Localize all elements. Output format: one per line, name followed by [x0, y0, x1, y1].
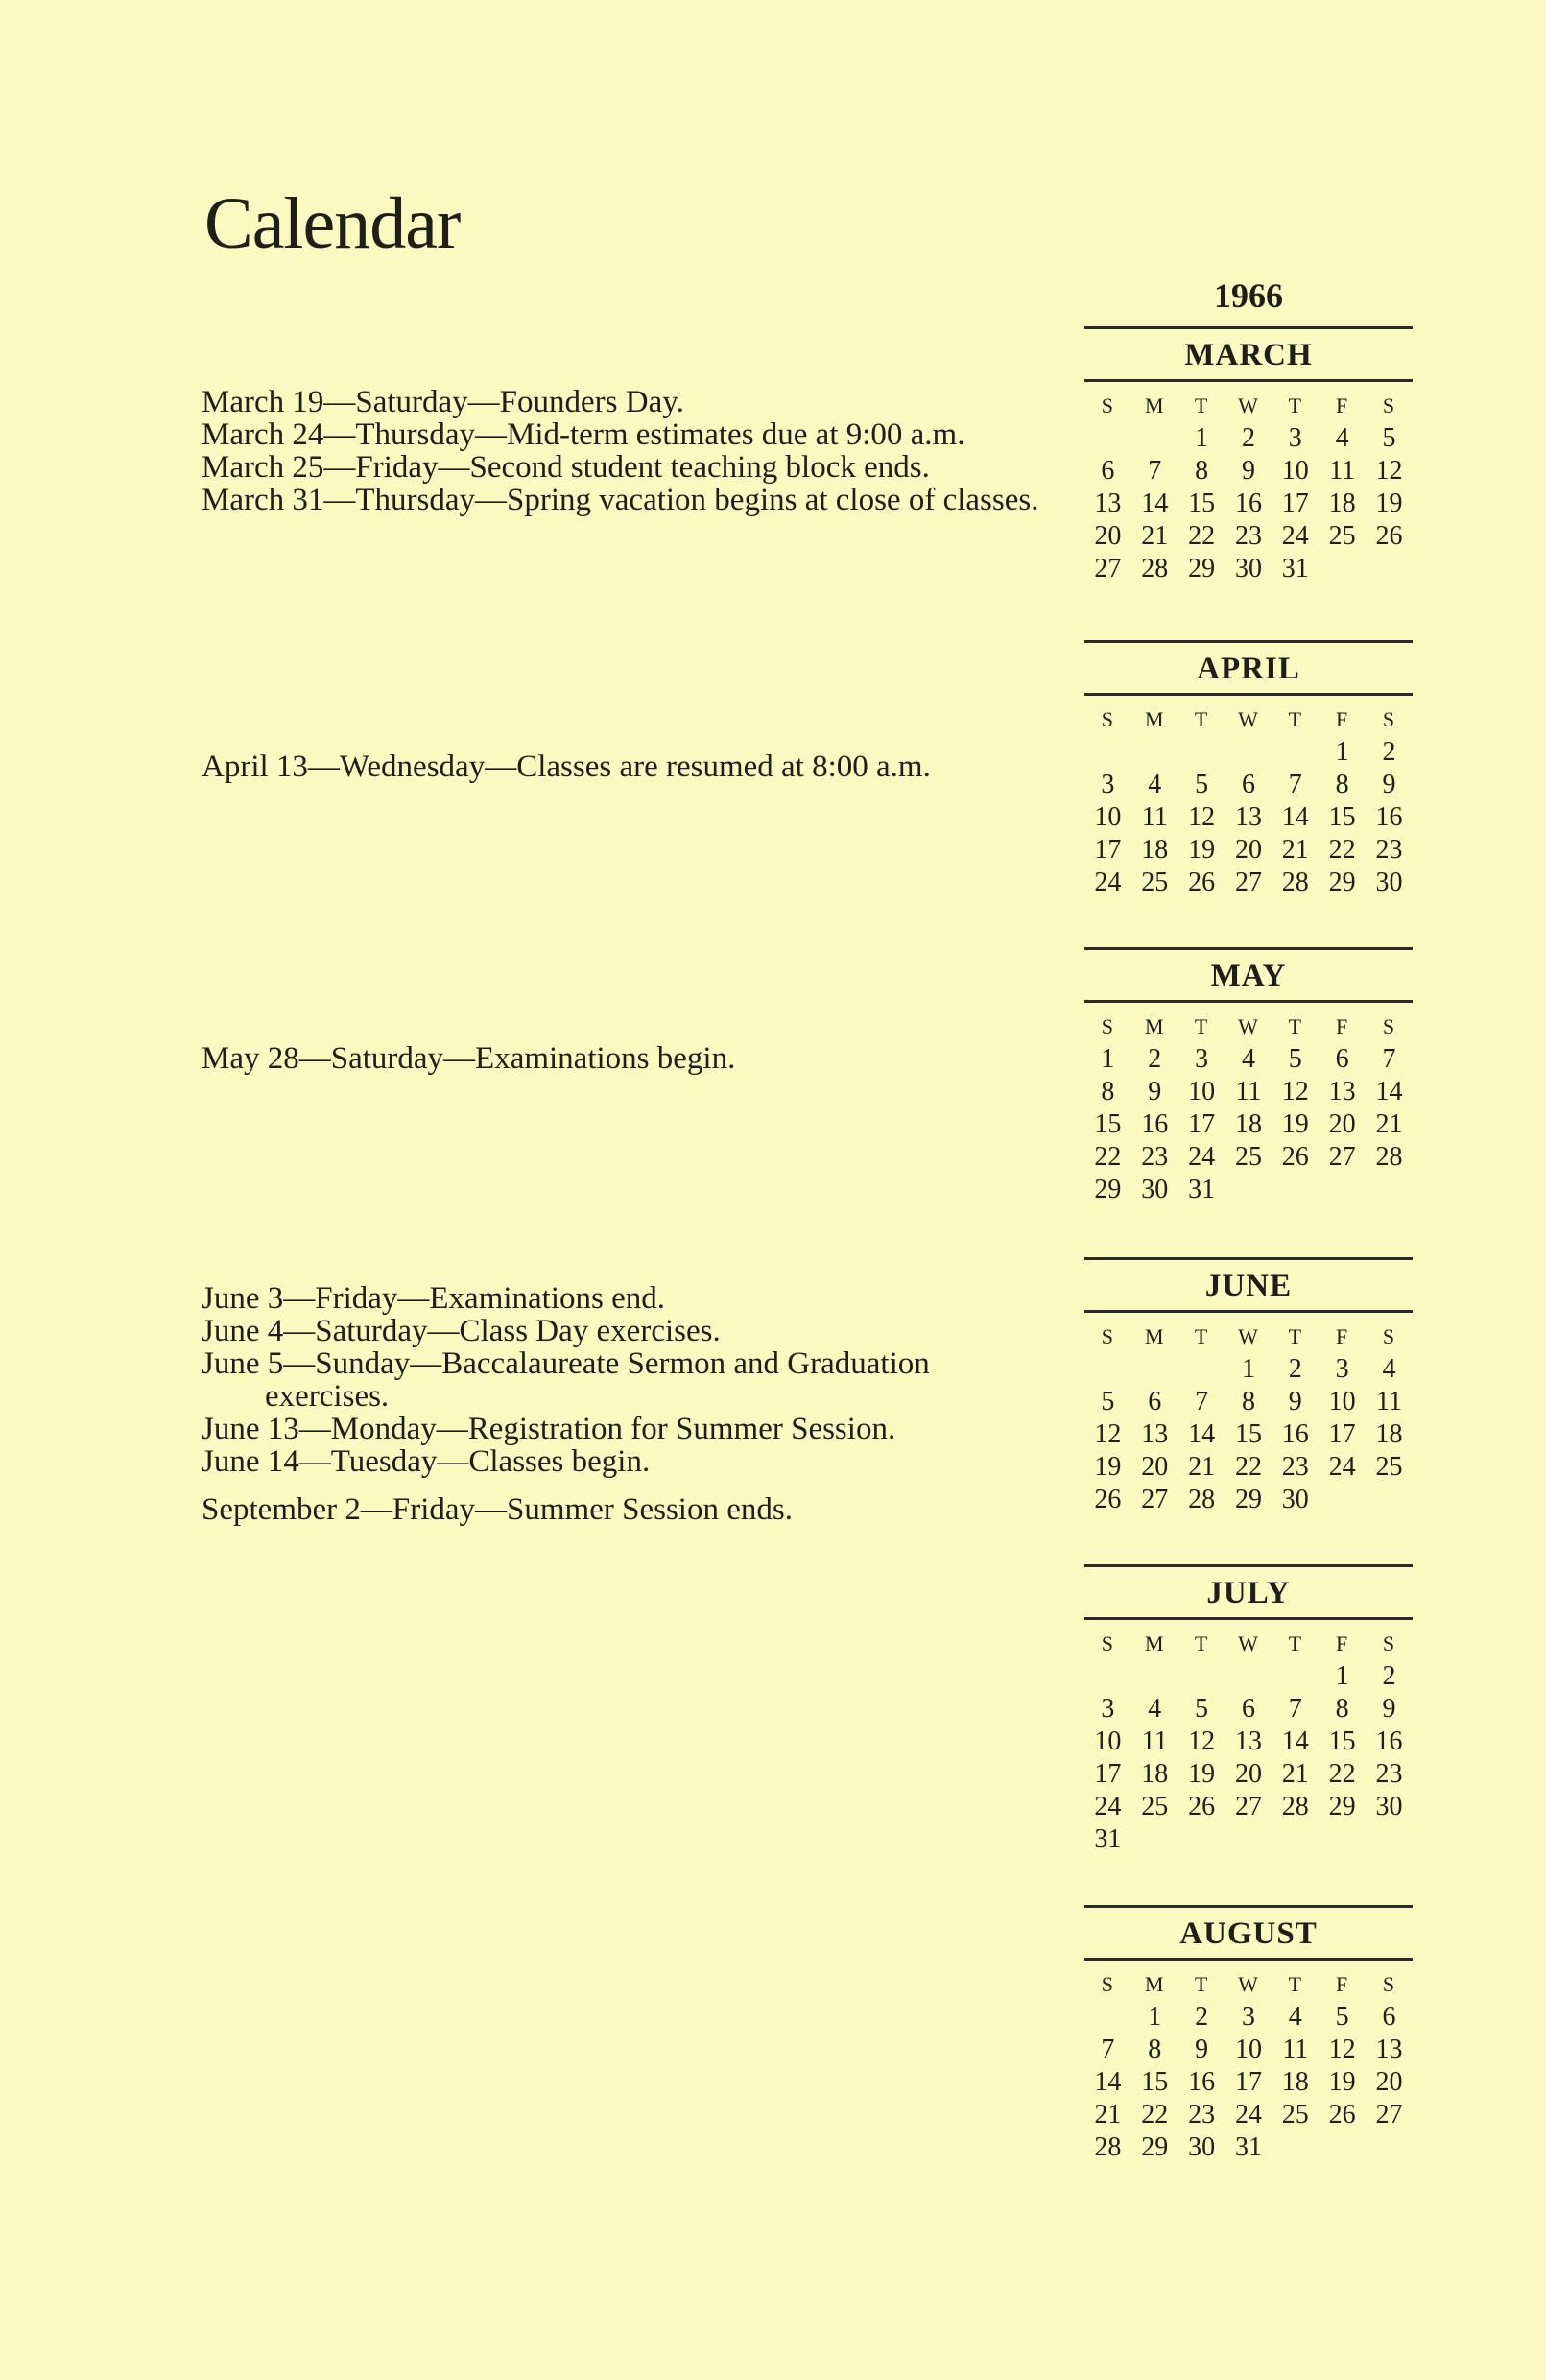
- day-cell: 7: [1101, 2035, 1115, 2064]
- day-cell: 10: [1094, 1726, 1122, 1756]
- day-cell: 24: [1094, 1792, 1122, 1821]
- day-cell: 7: [1148, 456, 1162, 486]
- day-cell: 24: [1094, 868, 1122, 897]
- event-item: June 4—Saturday—Class Day exercises.: [202, 1314, 721, 1348]
- month-name: JULY: [1084, 1564, 1413, 1620]
- weekday-header: M: [1144, 1324, 1165, 1348]
- day-cell: 30: [1188, 2132, 1216, 2162]
- day-cell: 17: [1234, 2067, 1262, 2097]
- day-cell: 24: [1328, 1452, 1356, 1482]
- day-cell: 9: [1382, 1694, 1396, 1724]
- day-cell: 1: [1195, 423, 1209, 453]
- day-cell: 25: [1141, 1792, 1169, 1821]
- day-cell: 1: [1335, 1661, 1349, 1691]
- day-cell: 4: [1148, 1694, 1162, 1724]
- month-name: APRIL: [1084, 640, 1413, 696]
- day-cell: 12: [1328, 2035, 1356, 2064]
- day-cell: 22: [1188, 521, 1216, 551]
- day-cell: 8: [1195, 456, 1209, 486]
- day-cell: 10: [1328, 1387, 1356, 1416]
- day-cell: 18: [1328, 488, 1356, 518]
- day-cell: 5: [1101, 1387, 1115, 1416]
- day-cell: 11: [1329, 456, 1356, 486]
- day-cell: 1: [1241, 1354, 1255, 1384]
- weekday-header: M: [1144, 1014, 1165, 1038]
- day-cell: 26: [1328, 2100, 1356, 2130]
- weekday-header: S: [1382, 1972, 1396, 1996]
- day-cell: 19: [1328, 2067, 1356, 2097]
- weekday-header: S: [1101, 707, 1115, 731]
- weekday-header: W: [1238, 707, 1259, 731]
- month-calendar-may: [1084, 947, 1413, 1206]
- day-cell: 9: [1382, 770, 1396, 799]
- day-cell: 3: [1241, 2002, 1255, 2032]
- day-cell: 28: [1281, 1792, 1309, 1821]
- day-cell: 23: [1375, 1759, 1403, 1789]
- empty-day-cell: [1225, 1660, 1272, 1693]
- day-cell: 12: [1281, 1077, 1309, 1107]
- day-cell: 29: [1328, 868, 1356, 897]
- weekday-header: S: [1101, 1972, 1115, 1996]
- day-cell: 26: [1375, 521, 1403, 551]
- day-cell: 16: [1141, 1109, 1169, 1139]
- month-name: JUNE: [1084, 1257, 1413, 1313]
- weekday-header: W: [1238, 1631, 1259, 1655]
- day-cell: 19: [1281, 1109, 1309, 1139]
- day-cell: 3: [1195, 1044, 1209, 1074]
- day-cell: 31: [1188, 1175, 1216, 1204]
- day-cell: 29: [1234, 1485, 1262, 1514]
- event-item: March 31—Thursday—Spring vacation begins at close of classes.: [202, 483, 1039, 517]
- day-cell: 3: [1101, 1694, 1115, 1724]
- day-cell: 9: [1288, 1387, 1302, 1416]
- weekday-header: M: [1144, 1631, 1165, 1655]
- day-cell: 13: [1141, 1419, 1169, 1449]
- month-grid: [1084, 703, 1413, 899]
- day-cell: 20: [1328, 1109, 1356, 1139]
- month-name: MARCH: [1084, 326, 1413, 382]
- day-cell: 7: [1288, 1694, 1302, 1724]
- day-cell: 13: [1234, 1726, 1262, 1756]
- day-cell: 13: [1375, 2035, 1403, 2064]
- day-cell: 24: [1188, 1142, 1216, 1172]
- month-grid: [1084, 1321, 1413, 1516]
- empty-day-cell: [1084, 422, 1131, 455]
- day-cell: 16: [1281, 1419, 1309, 1449]
- day-cell: 2: [1241, 423, 1255, 453]
- day-cell: 7: [1288, 770, 1302, 799]
- day-cell: 23: [1281, 1452, 1309, 1482]
- event-item: March 19—Saturday—Founders Day.: [202, 385, 684, 419]
- day-cell: 15: [1141, 2067, 1169, 2097]
- day-cell: 16: [1375, 802, 1403, 832]
- day-cell: 27: [1141, 1485, 1169, 1514]
- calendar-year: 1966: [1214, 276, 1283, 315]
- day-cell: 21: [1141, 521, 1169, 551]
- day-cell: 1: [1148, 2002, 1162, 2032]
- day-cell: 11: [1141, 802, 1168, 832]
- month-grid: [1084, 390, 1413, 585]
- day-cell: 31: [1094, 1824, 1122, 1854]
- day-cell: 4: [1382, 1354, 1396, 1384]
- day-cell: 8: [1241, 1387, 1255, 1416]
- empty-day-cell: [1131, 736, 1178, 769]
- weekday-header: T: [1194, 707, 1209, 731]
- day-cell: 11: [1141, 1726, 1168, 1756]
- day-cell: 25: [1234, 1142, 1262, 1172]
- day-cell: 4: [1335, 423, 1349, 453]
- day-cell: 3: [1288, 423, 1302, 453]
- day-cell: 29: [1141, 2132, 1169, 2162]
- empty-day-cell: [1178, 736, 1225, 769]
- weekday-header: T: [1194, 1324, 1209, 1348]
- day-cell: 20: [1234, 1759, 1262, 1789]
- day-cell: 15: [1188, 488, 1216, 518]
- event-item: June 14—Tuesday—Classes begin.: [202, 1444, 651, 1479]
- day-cell: 28: [1281, 868, 1309, 897]
- day-cell: 12: [1188, 802, 1216, 832]
- month-calendar-july: [1084, 1564, 1413, 1856]
- weekday-header: S: [1101, 1014, 1115, 1038]
- day-cell: 16: [1188, 2067, 1216, 2097]
- day-cell: 6: [1241, 1694, 1255, 1724]
- day-cell: 15: [1094, 1109, 1122, 1139]
- weekday-header: S: [1382, 707, 1396, 731]
- day-cell: 28: [1188, 1485, 1216, 1514]
- empty-day-cell: [1131, 1353, 1178, 1386]
- day-cell: 6: [1335, 1044, 1349, 1074]
- day-cell: 15: [1234, 1419, 1262, 1449]
- weekday-header: S: [1382, 1014, 1396, 1038]
- day-cell: 19: [1375, 488, 1403, 518]
- day-cell: 11: [1235, 1077, 1262, 1107]
- day-cell: 31: [1281, 554, 1309, 583]
- day-cell: 4: [1241, 1044, 1255, 1074]
- day-cell: 29: [1094, 1175, 1122, 1204]
- day-cell: 2: [1195, 2002, 1209, 2032]
- empty-day-cell: [1084, 2001, 1131, 2034]
- day-cell: 27: [1328, 1142, 1356, 1172]
- event-item: September 2—Friday—Summer Session ends.: [202, 1492, 793, 1527]
- empty-day-cell: [1084, 1353, 1131, 1386]
- weekday-header: T: [1288, 393, 1303, 417]
- day-cell: 24: [1234, 2100, 1262, 2130]
- day-cell: 5: [1382, 423, 1396, 453]
- event-group: [202, 1282, 1046, 1526]
- month-calendar-june: [1084, 1257, 1413, 1516]
- event-item: March 24—Thursday—Mid-term estimates due at 9:00 a.m.: [202, 417, 965, 452]
- day-cell: 31: [1234, 2132, 1262, 2162]
- weekday-header: T: [1288, 1324, 1303, 1348]
- day-cell: 17: [1094, 1759, 1122, 1789]
- day-cell: 25: [1375, 1452, 1403, 1482]
- day-cell: 16: [1375, 1726, 1403, 1756]
- day-cell: 3: [1335, 1354, 1349, 1384]
- day-cell: 19: [1188, 835, 1216, 865]
- day-cell: 21: [1281, 835, 1309, 865]
- day-cell: 10: [1094, 802, 1122, 832]
- weekday-header: T: [1288, 1972, 1303, 1996]
- weekday-header: M: [1144, 1972, 1165, 1996]
- day-cell: 18: [1375, 1419, 1403, 1449]
- day-cell: 22: [1141, 2100, 1169, 2130]
- event-item: June 3—Friday—Examinations end.: [202, 1281, 666, 1316]
- day-cell: 18: [1141, 835, 1169, 865]
- day-cell: 12: [1188, 1726, 1216, 1756]
- day-cell: 10: [1281, 456, 1309, 486]
- day-cell: 30: [1281, 1485, 1309, 1514]
- day-cell: 30: [1375, 868, 1403, 897]
- weekday-header: W: [1238, 393, 1259, 417]
- day-cell: 8: [1335, 1694, 1349, 1724]
- weekday-header: T: [1194, 1972, 1209, 1996]
- weekday-header: W: [1238, 1014, 1259, 1038]
- day-cell: 9: [1195, 2035, 1209, 2064]
- day-cell: 10: [1234, 2035, 1262, 2064]
- day-cell: 25: [1328, 521, 1356, 551]
- event-item: May 28—Saturday—Examinations begin.: [202, 1041, 736, 1076]
- event-group: [202, 1042, 1046, 1075]
- day-cell: 6: [1101, 456, 1115, 486]
- day-cell: 3: [1101, 770, 1115, 799]
- weekday-header: T: [1194, 393, 1209, 417]
- weekday-header: F: [1336, 393, 1349, 417]
- day-cell: 17: [1188, 1109, 1216, 1139]
- day-cell: 22: [1234, 1452, 1262, 1482]
- day-cell: 26: [1188, 1792, 1216, 1821]
- day-cell: 2: [1382, 1661, 1396, 1691]
- weekday-header: T: [1194, 1631, 1209, 1655]
- weekday-header: T: [1288, 1631, 1303, 1655]
- day-cell: 27: [1375, 2100, 1403, 2130]
- empty-day-cell: [1225, 736, 1272, 769]
- page-title: Calendar: [204, 183, 461, 264]
- day-cell: 4: [1288, 2002, 1302, 2032]
- day-cell: 8: [1101, 1077, 1115, 1107]
- empty-day-cell: [1084, 1660, 1131, 1693]
- day-cell: 4: [1148, 770, 1162, 799]
- day-cell: 26: [1281, 1142, 1309, 1172]
- day-cell: 2: [1288, 1354, 1302, 1384]
- day-cell: 5: [1195, 1694, 1209, 1724]
- day-cell: 5: [1195, 770, 1209, 799]
- empty-day-cell: [1272, 736, 1319, 769]
- day-cell: 17: [1281, 488, 1309, 518]
- day-cell: 18: [1234, 1109, 1262, 1139]
- month-grid: [1084, 1628, 1413, 1856]
- month-calendar-april: [1084, 640, 1413, 899]
- day-cell: 14: [1094, 2067, 1122, 2097]
- day-cell: 24: [1281, 521, 1309, 551]
- day-cell: 6: [1241, 770, 1255, 799]
- day-cell: 8: [1148, 2035, 1162, 2064]
- weekday-header: F: [1336, 707, 1349, 731]
- day-cell: 14: [1281, 1726, 1309, 1756]
- empty-day-cell: [1272, 1660, 1319, 1693]
- weekday-header: S: [1101, 393, 1115, 417]
- day-cell: 2: [1148, 1044, 1162, 1074]
- weekday-header: W: [1238, 1972, 1259, 1996]
- day-cell: 25: [1141, 868, 1169, 897]
- day-cell: 18: [1281, 2067, 1309, 2097]
- day-cell: 29: [1328, 1792, 1356, 1821]
- day-cell: 10: [1188, 1077, 1216, 1107]
- day-cell: 1: [1335, 737, 1349, 767]
- day-cell: 27: [1094, 554, 1122, 583]
- day-cell: 23: [1141, 1142, 1169, 1172]
- day-cell: 18: [1141, 1759, 1169, 1789]
- day-cell: 30: [1375, 1792, 1403, 1821]
- day-cell: 22: [1328, 1759, 1356, 1789]
- day-cell: 1: [1101, 1044, 1115, 1074]
- day-cell: 22: [1094, 1142, 1122, 1172]
- weekday-header: T: [1288, 707, 1303, 731]
- day-cell: 8: [1335, 770, 1349, 799]
- day-cell: 21: [1094, 2100, 1122, 2130]
- weekday-header: S: [1382, 1631, 1396, 1655]
- day-cell: 17: [1094, 835, 1122, 865]
- day-cell: 9: [1148, 1077, 1162, 1107]
- month-calendar-august: [1084, 1905, 1413, 2164]
- weekday-header: F: [1336, 1631, 1349, 1655]
- day-cell: 9: [1241, 456, 1255, 486]
- day-cell: 14: [1141, 488, 1169, 518]
- day-cell: 11: [1376, 1387, 1403, 1416]
- event-item: April 13—Wednesday—Classes are resumed at 8:00 a.m.: [202, 750, 931, 784]
- weekday-header: W: [1238, 1324, 1259, 1348]
- weekday-header: S: [1382, 1324, 1396, 1348]
- day-cell: 21: [1188, 1452, 1216, 1482]
- day-cell: 22: [1328, 835, 1356, 865]
- day-cell: 23: [1375, 835, 1403, 865]
- day-cell: 27: [1234, 868, 1262, 897]
- day-cell: 5: [1288, 1044, 1302, 1074]
- day-cell: 13: [1234, 802, 1262, 832]
- day-cell: 20: [1141, 1452, 1169, 1482]
- day-cell: 13: [1094, 488, 1122, 518]
- day-cell: 15: [1328, 1726, 1356, 1756]
- day-cell: 21: [1375, 1109, 1403, 1139]
- month-calendar-march: [1084, 326, 1413, 585]
- month-name: MAY: [1084, 947, 1413, 1003]
- day-cell: 28: [1375, 1142, 1403, 1172]
- day-cell: 7: [1382, 1044, 1396, 1074]
- weekday-header: S: [1382, 393, 1396, 417]
- month-grid: [1084, 1011, 1413, 1206]
- day-cell: 6: [1148, 1387, 1162, 1416]
- day-cell: 20: [1094, 521, 1122, 551]
- day-cell: 20: [1234, 835, 1262, 865]
- day-cell: 28: [1141, 554, 1169, 583]
- day-cell: 30: [1234, 554, 1262, 583]
- day-cell: 17: [1328, 1419, 1356, 1449]
- day-cell: 6: [1382, 2002, 1396, 2032]
- day-cell: 14: [1375, 1077, 1403, 1107]
- event-item: March 25—Friday—Second student teaching block ends.: [202, 450, 930, 485]
- day-cell: 5: [1335, 2002, 1349, 2032]
- day-cell: 15: [1328, 802, 1356, 832]
- day-cell: 2: [1382, 737, 1396, 767]
- day-cell: 16: [1234, 488, 1262, 518]
- weekday-header: S: [1101, 1631, 1115, 1655]
- day-cell: 14: [1188, 1419, 1216, 1449]
- empty-day-cell: [1178, 1353, 1225, 1386]
- day-cell: 13: [1328, 1077, 1356, 1107]
- weekday-header: T: [1288, 1014, 1303, 1038]
- day-cell: 11: [1282, 2035, 1309, 2064]
- day-cell: 12: [1094, 1419, 1122, 1449]
- day-cell: 19: [1094, 1452, 1122, 1482]
- day-cell: 30: [1141, 1175, 1169, 1204]
- day-cell: 28: [1094, 2132, 1122, 2162]
- day-cell: 19: [1188, 1759, 1216, 1789]
- empty-day-cell: [1131, 1660, 1178, 1693]
- event-group: [202, 750, 1046, 783]
- month-name: AUGUST: [1084, 1905, 1413, 1961]
- day-cell: 25: [1281, 2100, 1309, 2130]
- day-cell: 14: [1281, 802, 1309, 832]
- day-cell: 29: [1188, 554, 1216, 583]
- day-cell: 26: [1094, 1485, 1122, 1514]
- day-cell: 12: [1375, 456, 1403, 486]
- empty-day-cell: [1178, 1660, 1225, 1693]
- weekday-header: T: [1194, 1014, 1209, 1038]
- weekday-header: F: [1336, 1972, 1349, 1996]
- event-item: June 5—Sunday—Baccalaureate Sermon and Graduation exercises.: [202, 1346, 930, 1414]
- weekday-header: M: [1144, 707, 1165, 731]
- day-cell: 26: [1188, 868, 1216, 897]
- weekday-header: F: [1336, 1324, 1349, 1348]
- month-grid: [1084, 1968, 1413, 2164]
- day-cell: 20: [1375, 2067, 1403, 2097]
- day-cell: 7: [1195, 1387, 1209, 1416]
- day-cell: 23: [1234, 521, 1262, 551]
- weekday-header: F: [1336, 1014, 1349, 1038]
- event-group: [202, 386, 1046, 516]
- event-item: June 13—Monday—Registration for Summer Session.: [202, 1412, 896, 1446]
- day-cell: 21: [1281, 1759, 1309, 1789]
- weekday-header: S: [1101, 1324, 1115, 1348]
- weekday-header: M: [1144, 393, 1165, 417]
- empty-day-cell: [1084, 736, 1131, 769]
- day-cell: 23: [1188, 2100, 1216, 2130]
- day-cell: 27: [1234, 1792, 1262, 1821]
- empty-day-cell: [1131, 422, 1178, 455]
